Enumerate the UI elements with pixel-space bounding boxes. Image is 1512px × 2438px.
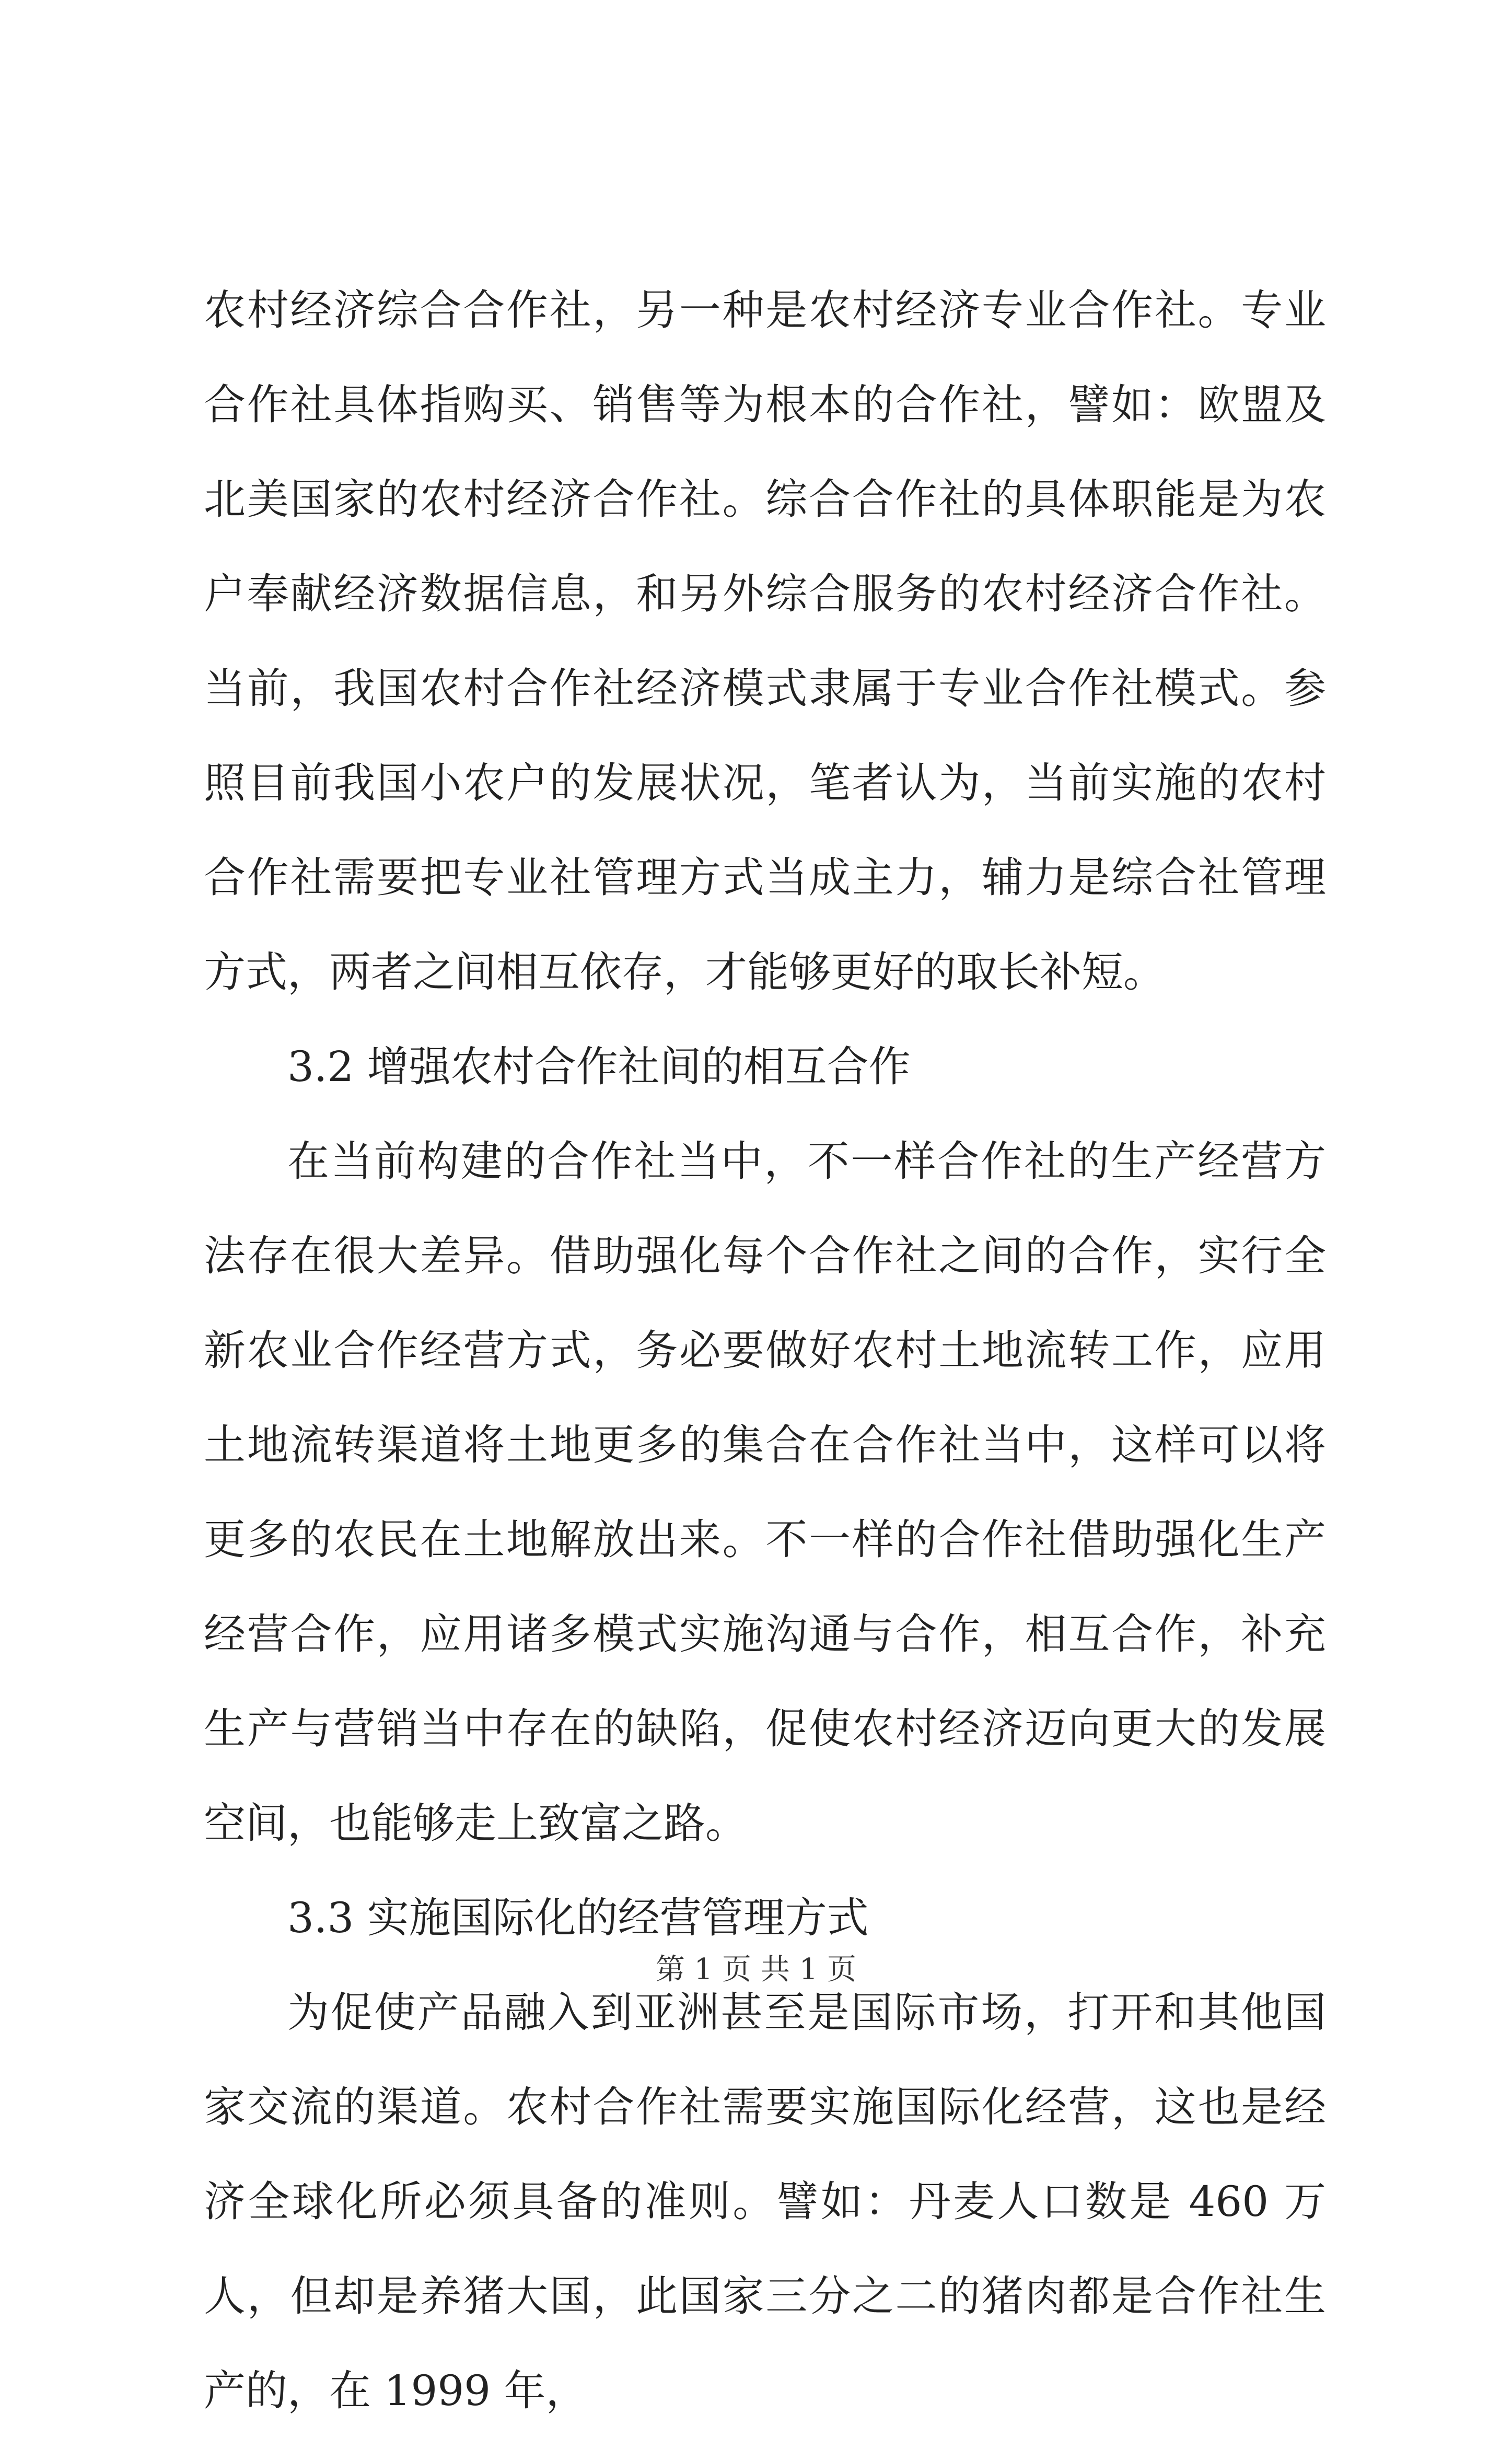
- section-heading-3-2: 3.2 增强农村合作社间的相互合作: [287, 1042, 911, 1091]
- paragraph-international-management: 为促使产品融入到亚洲甚至是国际市场，打开和其他国家交流的渠道。农村合作社需要实施国际化经营，这也是经济全球化所必须具备的准则。譬如：丹麦人口数是 460 万人，但却是养猪大国，此国家三分之二的猪肉都是合作社生产的，在 1999 年，: [204, 1988, 1326, 2415]
- paragraph-mutual-cooperation: 在当前构建的合作社当中，不一样合作社的生产经营方法存在很大差异。借助强化每个合作社之间的合作，实行全新农业合作经营方式，务必要做好农村土地流转工作，应用土地流转渠道将土地更多的集合在合作社当中，这样可以将更多的农民在土地解放出来。不一样的合作社借助强化生产经营合作，应用诸多模式实施沟通与合作，相互合作，补充生产与营销当中存在的缺陷，促使农村经济迈向更大的发展空间，也能够走上致富之路。: [204, 1137, 1326, 1848]
- page-footer: 第 1 页 共 1 页: [655, 1953, 857, 1987]
- paragraph-cooperative-types: 农村经济综合合作社，另一种是农村经济专业合作社。专业合作社具体指购买、销售等为根本的合作社，譬如：欧盟及北美国家的农村经济合作社。综合合作社的具体职能是为农户奉献经济数据信息，和另外综合服务的农村经济合作社。当前，我国农村合作社经济模式隶属于专业合作社模式。参照目前我国小农户的发展状况，笔者认为，当前实施的农村合作社需要把专业社管理方式当成主力，辅力是综合社管理方式，两者之间相互依存，才能够更好的取长补短。: [204, 286, 1326, 996]
- body-text: [204, 263, 1326, 2438]
- section-heading-3-3: 3.3 实施国际化的经营管理方式: [287, 1894, 869, 1942]
